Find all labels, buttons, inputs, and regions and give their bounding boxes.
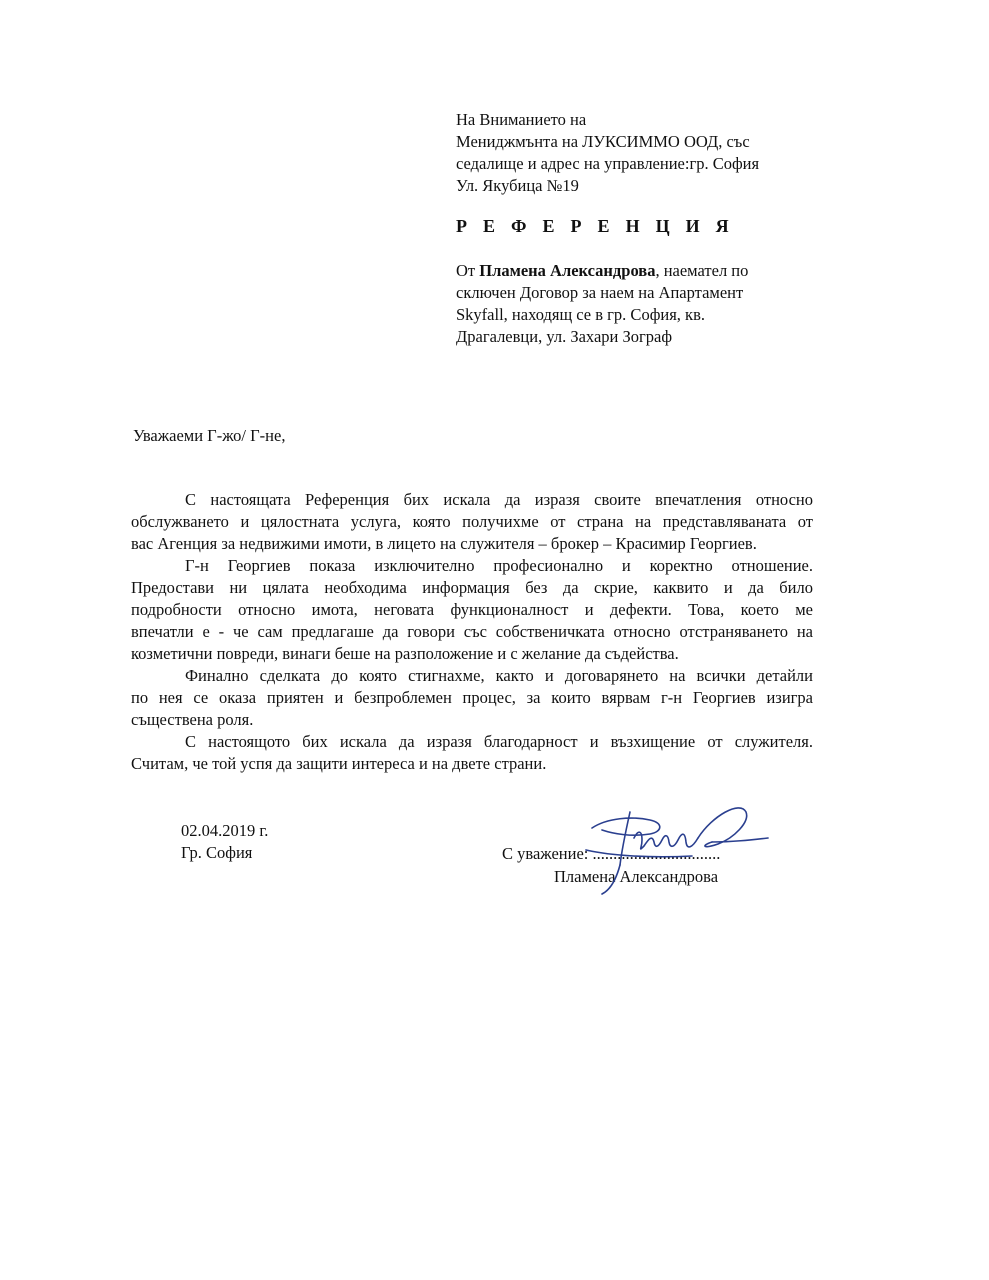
sender-prefix: От bbox=[456, 261, 476, 280]
recipient-address bbox=[456, 109, 759, 197]
body-line: подробности относно имота, неговата функционалност и дефекти. Това, което ме bbox=[131, 600, 813, 619]
closing-line: С уважение: ............................... bbox=[502, 844, 721, 863]
sender-block bbox=[456, 260, 748, 348]
date-place-block bbox=[181, 820, 268, 864]
letter-city: Гр. София bbox=[181, 843, 253, 862]
address-line: седалище и адрес на управление:гр. София bbox=[456, 154, 760, 173]
sender-line: сключен Договор за наем на Апартамент bbox=[456, 283, 744, 302]
address-line: Мениджмънта на ЛУКСИММО ООД, със bbox=[456, 132, 750, 151]
signer-name: Пламена Александрова bbox=[554, 867, 719, 886]
sender-line bbox=[456, 260, 748, 282]
body-line: Считам, че той успя да защити интереса и на двете страни. bbox=[131, 754, 547, 773]
handwritten-signature bbox=[572, 790, 772, 900]
paragraph-1 bbox=[131, 489, 813, 555]
paragraph-3 bbox=[131, 665, 813, 731]
sender-name: Пламена Александрова bbox=[479, 261, 656, 280]
letter-date: 02.04.2019 г. bbox=[181, 821, 269, 840]
sender-line-rest: , наемател по bbox=[655, 261, 749, 280]
body-line: козметични повреди, винаги беше на разположение и с желание да съдейства. bbox=[131, 644, 679, 663]
paragraph-4 bbox=[131, 731, 813, 775]
body-line: Г-н Георгиев показа изключително професионално и коректно отношение. bbox=[185, 556, 813, 575]
address-line: На Вниманието на bbox=[456, 110, 587, 129]
paragraph-2 bbox=[131, 555, 813, 665]
body-line: С настоящата Референция бих искала да изразя своите впечатления относно bbox=[185, 490, 813, 509]
sender-line: Skyfall, находящ се в гр. София, кв. bbox=[456, 305, 705, 324]
sender-line: Драгалевци, ул. Захари Зограф bbox=[456, 327, 673, 346]
body-line: впечатли е - че сам предлагаше да говори със собственичката относно отстраняването на bbox=[131, 622, 813, 641]
salutation: Уважаеми Г-жо/ Г-не, bbox=[133, 426, 286, 445]
document-title: Р Е Ф Е Р Е Н Ц И Я bbox=[456, 216, 735, 236]
address-line: Ул. Якубица №19 bbox=[456, 176, 579, 195]
body-line: С настоящото бих искала да изразя благодарност и възхищение от служителя. bbox=[185, 732, 813, 751]
body-line: вас Агенция за недвижими имоти, в лицето на служителя – брокер – Красимир Георгиев. bbox=[131, 534, 757, 553]
body-line: обслужването и цялостната услуга, която получихме от страна на представляваната от bbox=[131, 512, 813, 531]
body-line: по нея се оказа приятен и безпроблемен процес, за които вярвам г-н Георгиев изигра bbox=[131, 688, 813, 707]
body-line: съществена роля. bbox=[131, 710, 254, 729]
body-line: Предостави ни цялата необходима информация без да скрие, каквито и да било bbox=[131, 578, 813, 597]
letter-body bbox=[131, 489, 813, 775]
body-line: Финално сделката до която стигнахме, както и договарянето на всички детайли bbox=[185, 666, 813, 685]
